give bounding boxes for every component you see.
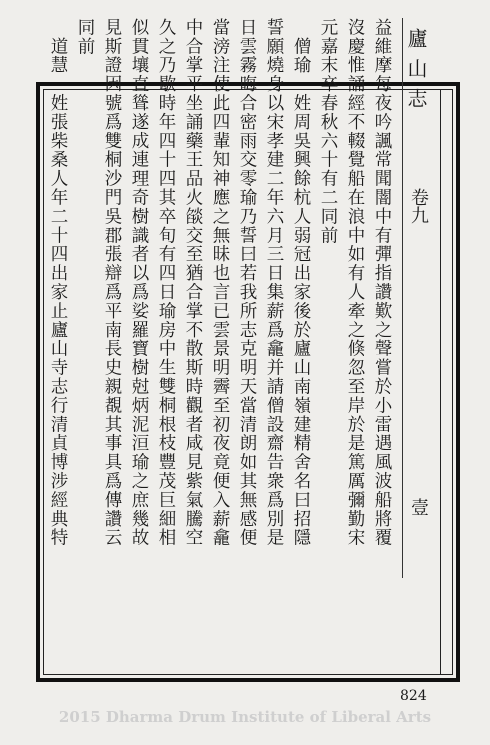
text-column: 當滂注使此四輩知神應之無昧也言已雲景明霽至初夜竟便入薪龕 — [210, 18, 230, 548]
text-column: 久之乃歇時年四十四其卒旬有四日瑜房中生雙桐根枝豐茂巨細相 — [156, 18, 176, 548]
right-margin-bar — [440, 89, 453, 675]
text-column: 元嘉末卒春秋六十有二同前 — [318, 18, 338, 245]
text-column: 誓願燒身以宋孝建二年六月三日集薪爲龕并請僧設齋告衆爲別是 — [264, 18, 284, 548]
header-page-mark: 壹 — [408, 498, 429, 516]
header-title: 廬山志 — [404, 28, 428, 118]
header-volume: 卷九 — [408, 188, 429, 224]
text-column: 中合掌平坐誦藥王品火燄交至猶合掌不散斯時觀者咸見紫氣騰空 — [183, 18, 203, 548]
watermark: 2015 Dharma Drum Institute of Liberal Arts — [58, 708, 432, 726]
page-number: 824 — [400, 688, 427, 704]
text-column: 見斯證因號爲雙桐沙門吳郡張辯爲平南長史親覩其事具爲傳讚云 — [102, 18, 122, 548]
running-header — [402, 18, 431, 578]
text-column: 沒慶惟誦經不輟覺船在浪中如有人牽之倏忽至岸於是篤厲彌勤宋 — [345, 18, 365, 548]
text-column: 日雲霧晦合密雨交零瑜乃誓曰若我所志克明天當清朗如其無感便 — [237, 18, 257, 548]
text-body — [48, 18, 396, 590]
text-column: 道慧 姓張柴桑人年二十四出家止廬山寺志行清貞博涉經典特 — [48, 18, 68, 548]
text-column: 益維摩每夜吟諷常聞闇中有彈指讚歎之聲嘗於小雷遇風波船將覆 — [372, 18, 392, 548]
text-column: 同前 — [75, 18, 95, 56]
text-column: 僧瑜 姓周吳興餘杭人弱冠出家後於廬山南嶺建精舍名曰招隱 — [291, 18, 311, 548]
text-column: 似貫壤直聳遂成連理奇樹識者以爲娑羅寶樹尅炳泥洹瑜之庶幾故 — [129, 18, 149, 548]
